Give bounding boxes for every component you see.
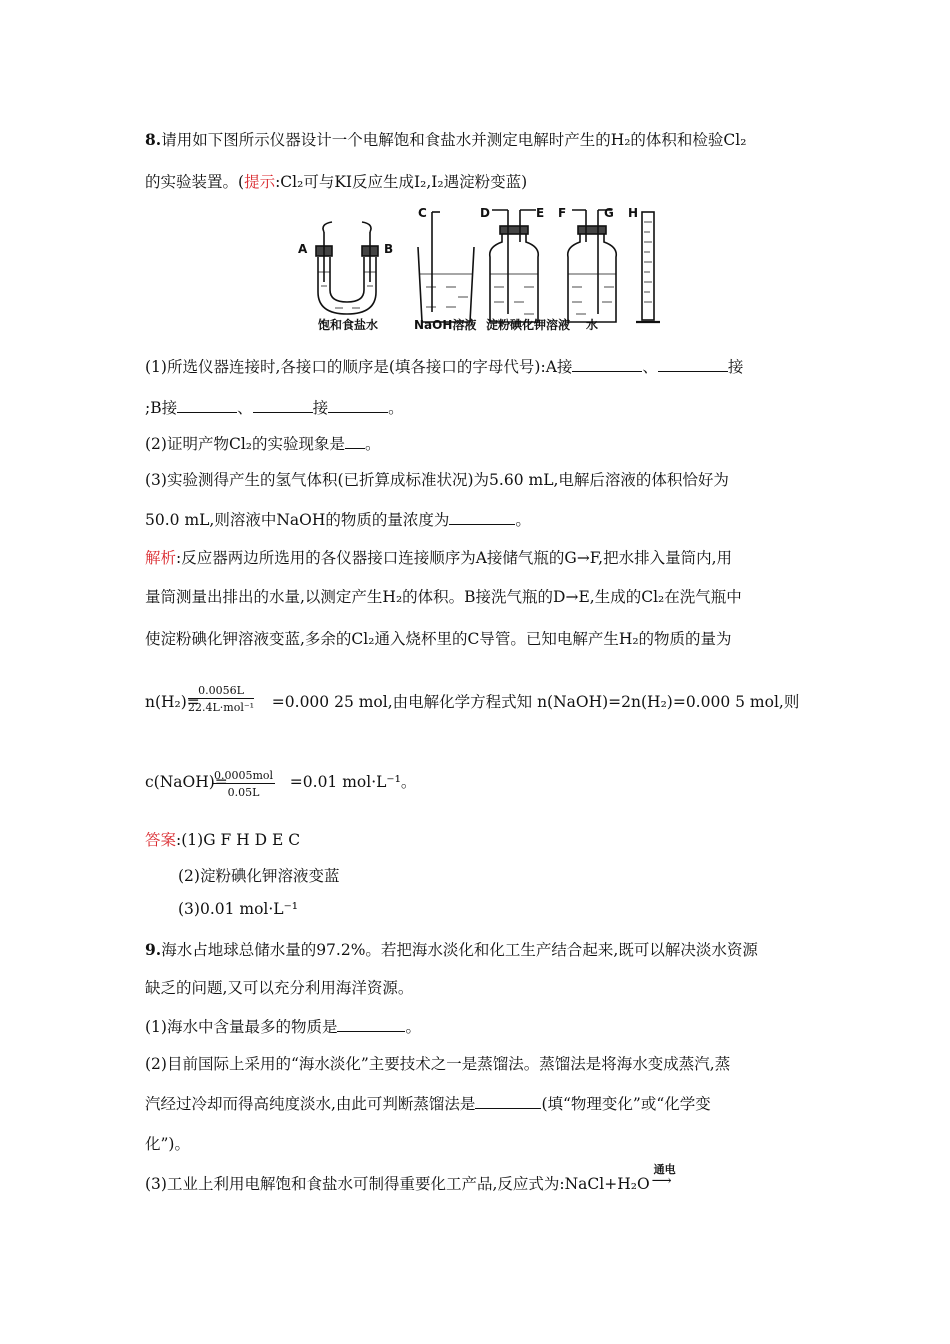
answer-label: 答案 [145, 831, 177, 849]
calc2-fraction [212, 769, 275, 799]
arrow-label: 通电 [653, 1163, 676, 1176]
q8-part2 [145, 432, 381, 454]
answer-blank[interactable] [177, 398, 237, 413]
caption-brine: 饱和食盐水 [318, 318, 379, 332]
q8-stem2-post: :Cl₂可与KI反应生成I₂,I₂遇淀粉变蓝) [275, 173, 528, 191]
q9-part1-text: (1)海水中含量最多的物质是 [145, 1018, 338, 1036]
q9-part2-line3 [145, 1132, 190, 1154]
q9-part2-text2: 汽经过冷却而得高纯度淡水,由此可判断蒸馏法是 [145, 1095, 476, 1113]
answer-text2: (2)淀粉碘化钾溶液变蓝 [178, 867, 340, 885]
q8-part1-end: 。 [388, 399, 404, 417]
q9-part3 [145, 1163, 686, 1194]
q9-part2-text1: (2)目前国际上采用的“海水淡化”主要技术之一是蒸馏法。蒸馏法是将海水变成蒸汽,蒸 [145, 1055, 731, 1073]
calc2-lhs: c(NaOH)= [145, 773, 228, 791]
answer-text1: :(1)G F H D E C [176, 831, 301, 849]
q9-number: 9. [145, 940, 162, 959]
analysis-text1: :反应器两边所选用的各仪器接口连接顺序为A接储气瓶的G→F,把水排入量筒内,用 [176, 549, 732, 567]
figure-letter-a: A [298, 242, 308, 256]
q8-part3-text2: 50.0 mL,则溶液中NaOH的物质的量浓度为 [145, 511, 450, 529]
apparatus-figure [290, 202, 690, 332]
calc1-fraction [188, 684, 254, 714]
q8-part1-text: (1)所选仪器连接时,各接口的顺序是(填各接口的字母代号):A接 [145, 358, 573, 376]
analysis-label: 解析 [145, 549, 177, 567]
q8-part3-line2 [145, 508, 531, 530]
figure-letter-c: C [418, 206, 427, 220]
figure-letter-f: F [558, 206, 567, 220]
q9-part3-text: (3)工业上利用电解饱和食盐水可制得重要化工产品,反应式为:NaCl+H₂O [145, 1175, 650, 1193]
analysis-text3: 使淀粉碘化钾溶液变蓝,多余的Cl₂通入烧杯里的C导管。已知电解产生H₂的物质的量为 [145, 630, 732, 648]
q8-part1-line2 [145, 396, 404, 418]
caption-naoh: NaOH溶液 [414, 318, 477, 332]
q9-part2-line1 [145, 1052, 730, 1074]
q8-part3-line1 [145, 468, 729, 490]
analysis-line2 [145, 585, 742, 607]
answer-blank[interactable] [658, 357, 728, 372]
calc1-denominator: 22.4L·mol⁻¹ [188, 701, 255, 714]
answer-blank[interactable] [449, 510, 515, 525]
analysis-text2: 量筒测量出排出的水量,以测定产生H₂的体积。B接洗气瓶的D→E,生成的Cl₂在洗气瓶中 [145, 588, 742, 606]
figure-letter-h: H [628, 206, 639, 220]
calc2-rhs: =0.01 mol·L⁻¹。 [289, 773, 417, 791]
answer-text3: (3)0.01 mol·L⁻¹ [178, 900, 298, 918]
hint-label: 提示 [244, 173, 276, 191]
q9-stem1: 海水占地球总储水量的97.2%。若把海水淡化和化工生产结合起来,既可以解决淡水资源 [161, 941, 758, 959]
q8-stem1: 请用如下图所示仪器设计一个电解饱和食盐水并测定电解时产生的H₂的体积和检验Cl₂ [161, 131, 747, 149]
q8-part1-b: ;B接 [145, 399, 178, 417]
figure-letter-b: B [384, 242, 394, 256]
q9-stem-line2 [145, 976, 413, 998]
arrow-icon: ⟶ [651, 1173, 672, 1189]
answer-blank[interactable] [345, 434, 365, 449]
figure-letter-g: G [604, 206, 614, 220]
caption-water: 水 [586, 318, 599, 332]
calc1-numerator: 0.0056L [188, 684, 254, 699]
answer-line2 [178, 864, 339, 886]
q8-stem-line2 [145, 170, 527, 192]
q8-part2-end: 。 [365, 435, 381, 453]
q8-part1-sep: 、 [642, 358, 658, 376]
q9-part1-end: 。 [405, 1018, 421, 1036]
calc1-lhs: n(H₂)= [145, 693, 200, 711]
answer-line1 [145, 828, 300, 850]
answer-blank[interactable] [337, 1017, 405, 1032]
q8-part1-join2: 接 [312, 399, 329, 417]
q8-stem2-pre: 的实验装置。( [145, 173, 245, 191]
q8-part3-text: (3)实验测得产生的氢气体积(已折算成标准状况)为5.60 mL,电解后溶液的体积恰好为 [145, 471, 729, 489]
q8-part2-text: (2)证明产物Cl₂的实验现象是 [145, 435, 345, 453]
calc1-rhs: =0.000 25 mol,由电解化学方程式知 n(NaOH)=2n(H₂)=0.000 5 mol,则 [271, 693, 800, 711]
electrolysis-arrow [650, 1163, 686, 1189]
q8-stem-line1 [145, 128, 746, 150]
q8-part1-line1 [145, 355, 743, 377]
answer-line3 [178, 900, 298, 918]
q9-stem-line1 [145, 938, 758, 960]
q8-part1-join: 接 [727, 358, 744, 376]
answer-blank[interactable] [572, 357, 642, 372]
q8-part3-end: 。 [515, 511, 531, 529]
calc-line2 [145, 770, 416, 792]
calc2-denominator: 0.05L [227, 786, 260, 799]
q9-part2-text4: 化”)。 [145, 1135, 190, 1153]
q9-part2-line2 [145, 1092, 711, 1114]
q8-part1-sep2: 、 [237, 399, 253, 417]
q9-part1 [145, 1015, 421, 1037]
caption-starch-ki: 淀粉碘化钾溶液 [486, 318, 571, 332]
figure-letter-d: D [480, 206, 490, 220]
calc2-numerator: 0.0005mol [214, 769, 274, 782]
answer-blank[interactable] [475, 1094, 541, 1109]
answer-blank[interactable] [253, 398, 313, 413]
analysis-line3 [145, 627, 732, 649]
analysis-line1 [145, 546, 732, 568]
answer-blank[interactable] [328, 398, 388, 413]
q8-number: 8. [145, 130, 162, 149]
apparatus-drawing [290, 202, 690, 332]
q9-stem2: 缺乏的问题,又可以充分利用海洋资源。 [145, 979, 414, 997]
q9-part2-text3: (填“物理变化”或“化学变 [541, 1095, 711, 1113]
figure-letter-e: E [536, 206, 545, 220]
